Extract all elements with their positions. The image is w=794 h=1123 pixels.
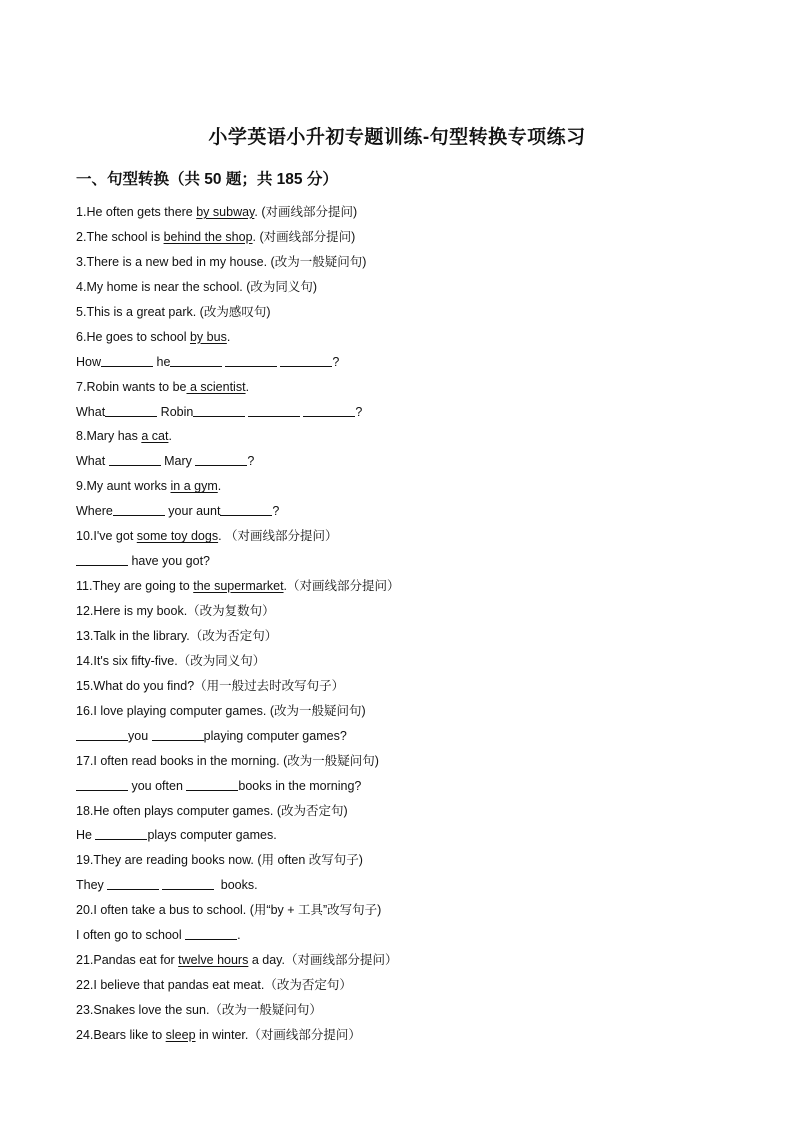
answer-line-19: They books. <box>76 878 258 893</box>
answer-line-9: Where your aunt ? <box>76 504 280 519</box>
question-5: 5.This is a great park. (改为感叹句) <box>76 304 271 319</box>
answer-line-8: What Mary ? <box>76 454 255 469</box>
answer-blank[interactable] <box>113 503 165 516</box>
answer-blank[interactable] <box>186 778 238 791</box>
question-4: 4.My home is near the school. (改为同义句) <box>76 279 318 294</box>
answer-blank[interactable] <box>105 404 157 417</box>
question-23: 23.Snakes love the sun.（改为一般疑问句） <box>76 1003 322 1017</box>
question-3: 3.There is a new bed in my house. (改为一般疑问句) <box>76 254 367 269</box>
answer-line-7: What Robin ? <box>76 404 363 419</box>
question-18: 18.He often plays computer games. (改为否定句) <box>76 803 348 818</box>
answer-line-20: I often go to school . <box>76 928 241 943</box>
question-14: 14.It's six fifty-five.（改为同义句） <box>76 653 266 668</box>
question-20: 20.I often take a bus to school. (用“by + 工具”改写句子) <box>76 903 382 918</box>
answer-blank[interactable] <box>76 778 128 791</box>
question-19: 19.They are reading books now. (用 often 改写句子) <box>76 853 363 868</box>
question-6: 6.He goes to school by bus. <box>76 329 231 344</box>
answer-blank[interactable] <box>225 354 277 367</box>
question-15: 15.What do you find?（用一般过去时改写句子） <box>76 678 345 693</box>
question-16: 16.I love playing computer games. (改为一般疑问句) <box>76 703 366 718</box>
section-heading: 一、句型转换（共 50 题；共 185 分） <box>76 171 338 188</box>
question-22: 22.I believe that pandas eat meat.（改为否定句） <box>76 978 352 993</box>
answer-blank[interactable] <box>101 354 153 367</box>
answer-blank[interactable] <box>109 453 161 466</box>
question-17: 17.I often read books in the morning. (改为一般疑问句) <box>76 753 379 768</box>
answer-blank[interactable] <box>280 354 332 367</box>
question-24: 24.Bears like to sleep in winter.（对画线部分提问） <box>76 1027 361 1042</box>
underlined-phrase: some toy dogs <box>136 529 219 544</box>
answer-blank[interactable] <box>162 877 214 890</box>
question-list <box>76 200 756 1048</box>
page-title: 小学英语小升初专题训练-句型转换专项练习 <box>208 127 586 148</box>
underlined-phrase: by subway <box>196 205 255 219</box>
underlined-phrase: the supermarket <box>193 579 284 594</box>
answer-blank[interactable] <box>107 877 159 890</box>
underlined-phrase: sleep <box>165 1027 196 1042</box>
underlined-phrase: by bus <box>189 329 227 344</box>
underlined-phrase: a cat <box>141 429 169 444</box>
answer-line-18: He plays computer games. <box>76 828 277 843</box>
answer-line-6: How he ? <box>76 354 340 369</box>
question-9: 9.My aunt works in a gym. <box>76 479 222 494</box>
answer-blank[interactable] <box>220 503 272 516</box>
answer-blank[interactable] <box>170 354 222 367</box>
underlined-phrase: in a gym <box>170 479 218 494</box>
question-8: 8.Mary has a cat. <box>76 429 172 444</box>
question-13: 13.Talk in the library.（改为否定句） <box>76 628 278 643</box>
answer-blank[interactable] <box>152 728 204 741</box>
question-7: 7.Robin wants to be a scientist. <box>76 379 250 394</box>
answer-blank[interactable] <box>193 404 245 417</box>
underlined-phrase: twelve hours <box>178 953 249 968</box>
question-11: 11.They are going to the supermarket.（对画线部分提问） <box>76 579 400 594</box>
answer-line-10: have you got? <box>76 549 756 574</box>
underlined-phrase: behind the shop <box>163 229 253 244</box>
answer-blank[interactable] <box>195 453 247 466</box>
answer-blank[interactable] <box>76 553 128 566</box>
answer-blank[interactable] <box>248 404 300 417</box>
answer-blank[interactable] <box>185 927 237 940</box>
answer-blank[interactable] <box>76 728 128 741</box>
answer-line-17: you often books in the morning? <box>76 774 756 799</box>
question-1: 1.He often gets there by subway. (对画线部分提问) <box>76 205 358 219</box>
answer-blank[interactable] <box>95 827 147 840</box>
answer-blank[interactable] <box>303 404 355 417</box>
question-2: 2.The school is behind the shop. (对画线部分提问) <box>76 229 356 244</box>
question-10: 10.I've got some toy dogs. （对画线部分提问） <box>76 529 338 544</box>
question-21: 21.Pandas eat for twelve hours a day.（对画线部分提问） <box>76 953 398 968</box>
answer-line-16: you playing computer games? <box>76 724 756 749</box>
underlined-phrase: a scientist <box>186 379 246 394</box>
question-12: 12.Here is my book.（改为复数句） <box>76 604 275 618</box>
